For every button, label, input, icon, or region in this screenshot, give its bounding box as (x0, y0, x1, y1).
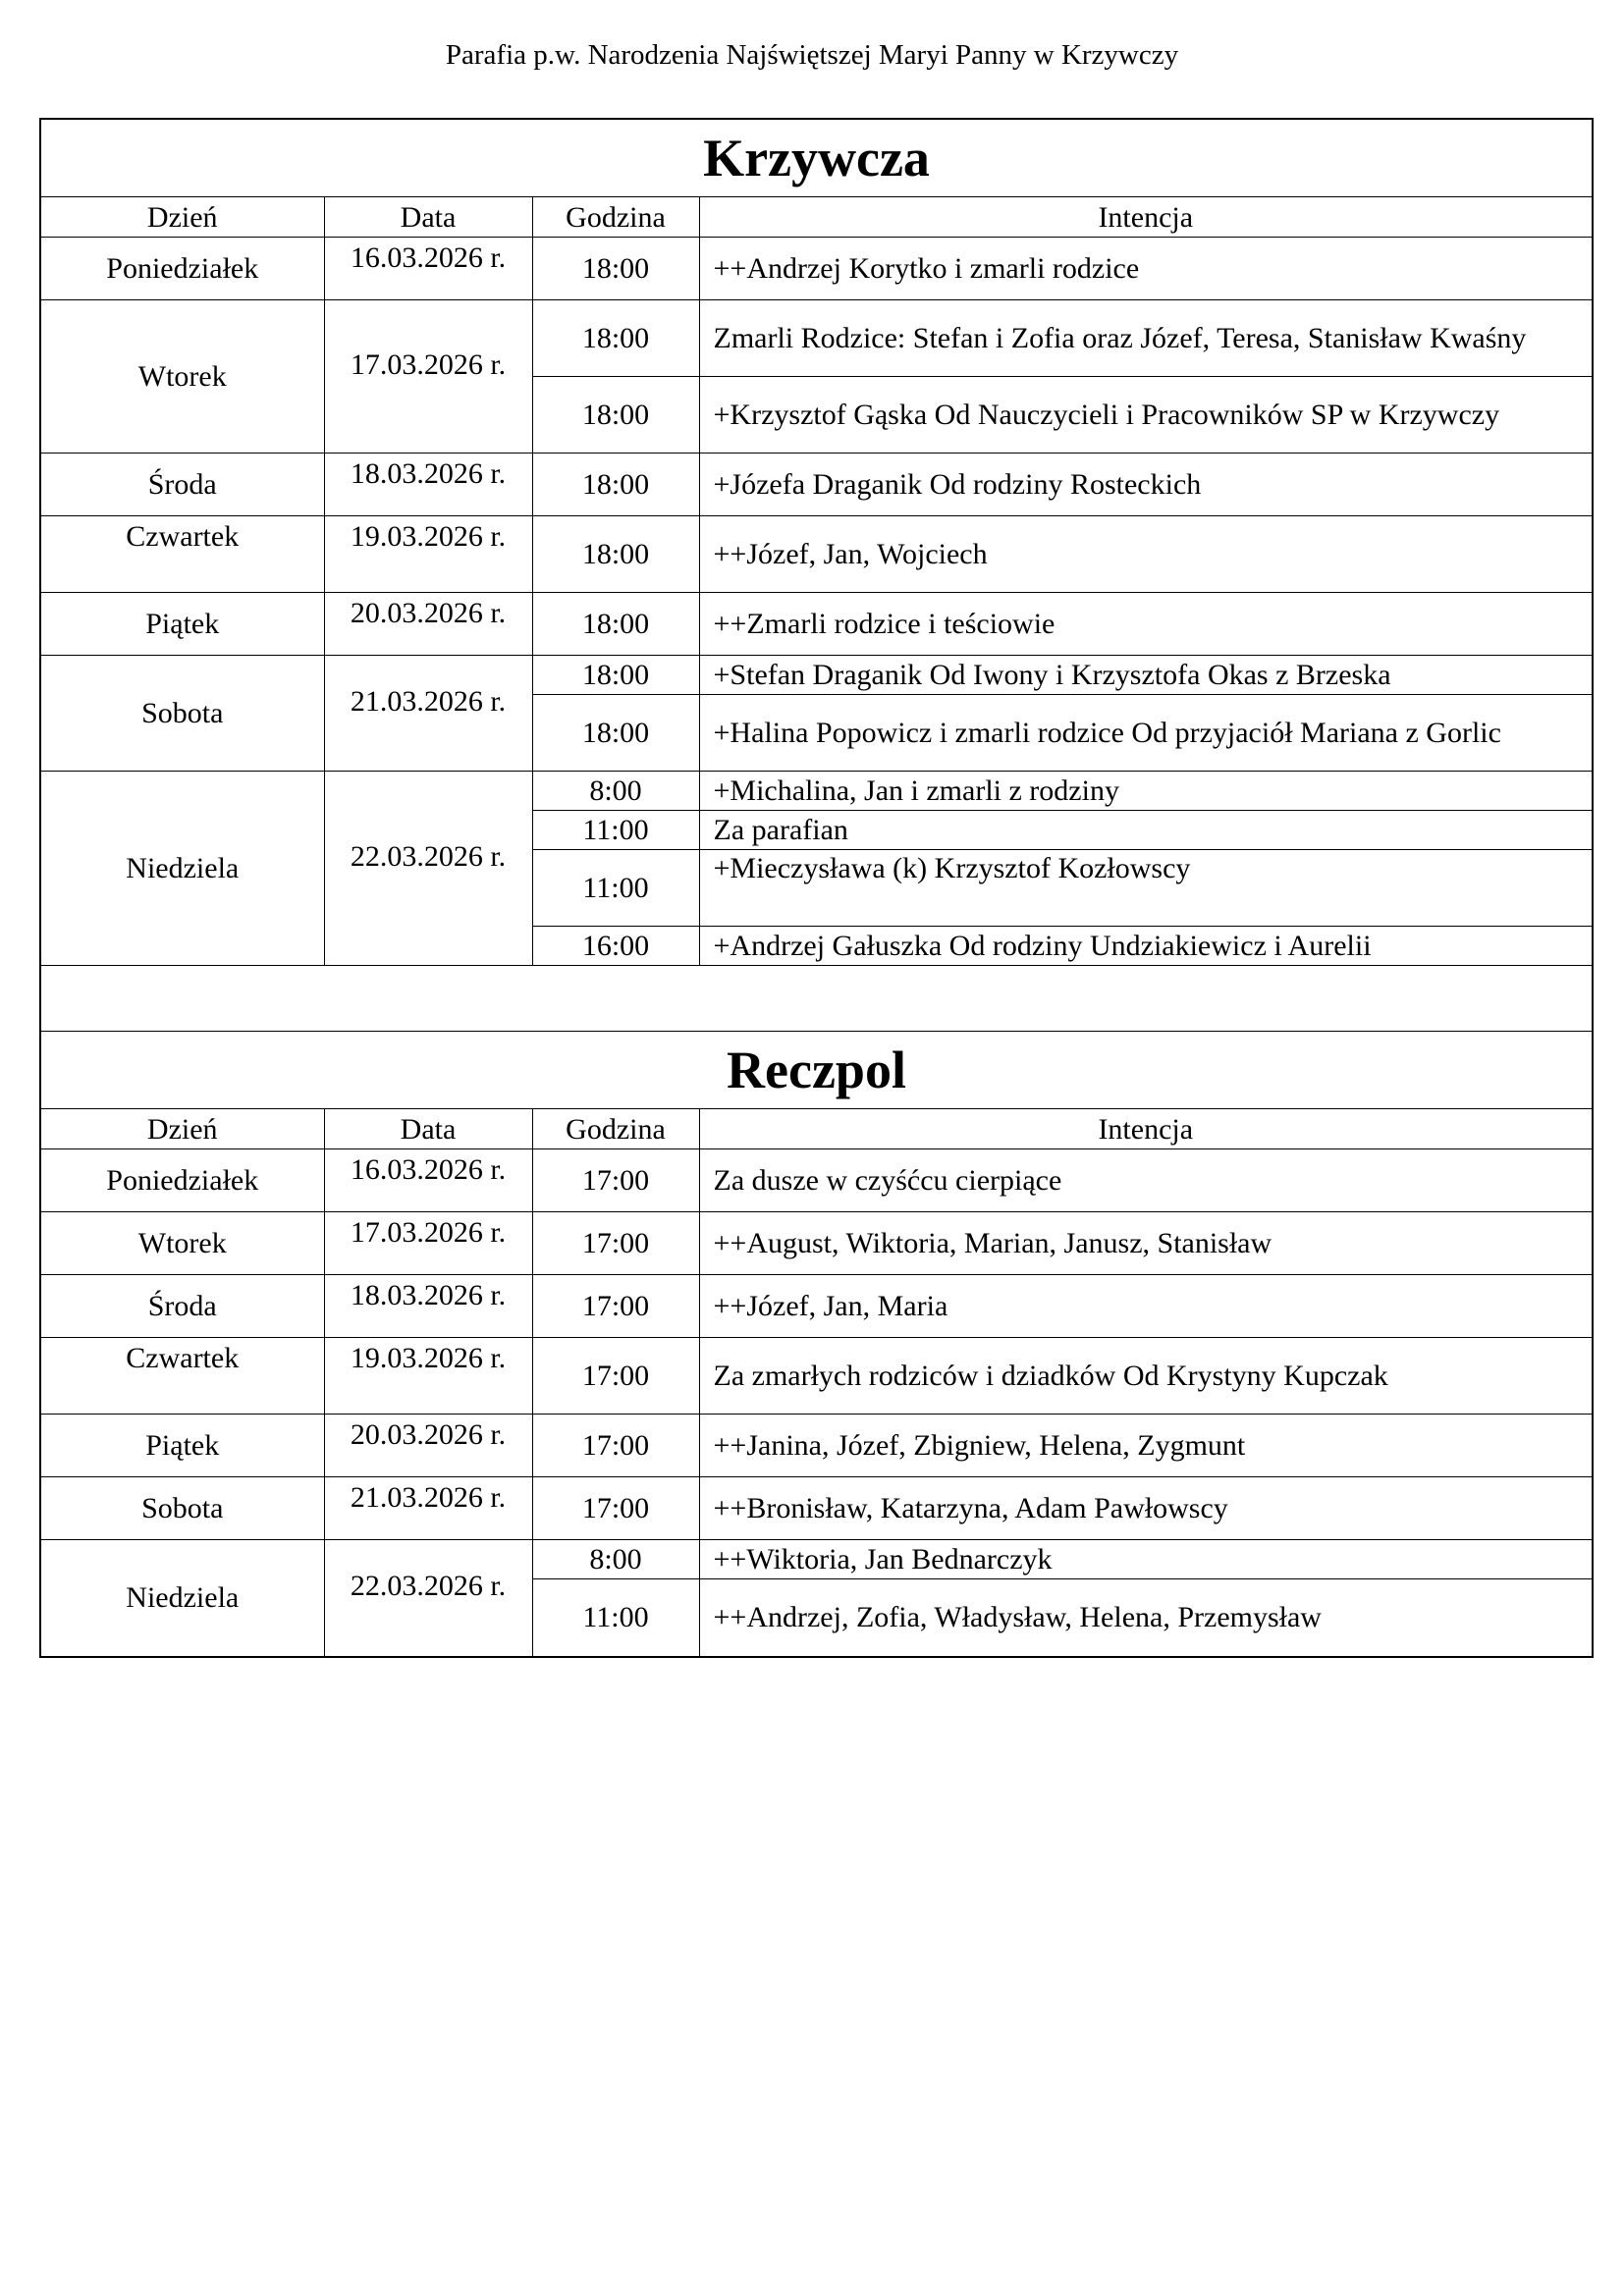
date-cell: 19.03.2026 r. (324, 1338, 532, 1415)
intention-cell: Za zmarłych rodziców i dziadków Od Krystyny Kupczak (699, 1338, 1592, 1415)
time-cell: 17:00 (532, 1338, 699, 1415)
parish-header: Parafia p.w. Narodzenia Najświętszej Maryi Panny w Krzywczy (445, 39, 1179, 71)
intention-cell: +Stefan Draganik Od Iwony i Krzysztofa Okas z Brzeska (699, 656, 1592, 695)
mass-row (41, 593, 1592, 656)
intention-cell: +Andrzej Gałuszka Od rodziny Undziakiewicz i Aurelii (699, 927, 1592, 966)
column-header: Data (324, 1109, 532, 1149)
day-cell: Wtorek (41, 1212, 324, 1275)
date-cell: 22.03.2026 r. (324, 1540, 532, 1656)
mass-row (41, 516, 1592, 593)
mass-row (41, 1212, 1592, 1275)
date-cell: 19.03.2026 r. (324, 516, 532, 593)
date-cell: 18.03.2026 r. (324, 454, 532, 516)
time-cell: 17:00 (532, 1477, 699, 1540)
section-spacer (41, 966, 1592, 1032)
day-cell: Środa (41, 1275, 324, 1338)
time-cell: 11:00 (532, 1579, 699, 1656)
intention-cell: ++Andrzej Korytko i zmarli rodzice (699, 238, 1592, 300)
intention-cell: Za dusze w czyśćcu cierpiące (699, 1149, 1592, 1212)
mass-row (41, 238, 1592, 300)
schedule-frame (39, 118, 1594, 1658)
section-title-row (41, 120, 1592, 197)
date-cell: 17.03.2026 r. (324, 1212, 532, 1275)
column-header: Data (324, 197, 532, 238)
day-cell: Piątek (41, 1415, 324, 1477)
intention-cell: Zmarli Rodzice: Stefan i Zofia oraz Józef, Teresa, Stanisław Kwaśny (699, 300, 1592, 377)
intention-cell: ++Zmarli rodzice i teściowie (699, 593, 1592, 656)
time-cell: 11:00 (532, 811, 699, 850)
column-header-row (41, 197, 1592, 238)
intention-cell: ++Józef, Jan, Maria (699, 1275, 1592, 1338)
time-cell: 18:00 (532, 454, 699, 516)
column-header: Dzień (41, 1109, 324, 1149)
spacer-cell (41, 966, 1592, 1032)
date-cell: 21.03.2026 r. (324, 656, 532, 772)
mass-row (41, 300, 1592, 377)
date-cell: 18.03.2026 r. (324, 1275, 532, 1338)
time-cell: 18:00 (532, 656, 699, 695)
mass-row (41, 1149, 1592, 1212)
section-title: Reczpol (41, 1032, 1592, 1109)
column-header: Dzień (41, 197, 324, 238)
time-cell: 18:00 (532, 516, 699, 593)
day-cell: Wtorek (41, 300, 324, 454)
mass-row (41, 1338, 1592, 1415)
intention-cell: ++Andrzej, Zofia, Władysław, Helena, Przemysław (699, 1579, 1592, 1656)
column-header-row (41, 1109, 1592, 1149)
date-cell: 16.03.2026 r. (324, 238, 532, 300)
time-cell: 8:00 (532, 772, 699, 811)
time-cell: 18:00 (532, 238, 699, 300)
day-cell: Poniedziałek (41, 238, 324, 300)
time-cell: 17:00 (532, 1275, 699, 1338)
date-cell: 22.03.2026 r. (324, 772, 532, 966)
day-cell: Piątek (41, 593, 324, 656)
column-header: Godzina (532, 1109, 699, 1149)
day-cell: Sobota (41, 1477, 324, 1540)
time-cell: 18:00 (532, 377, 699, 454)
date-cell: 20.03.2026 r. (324, 1415, 532, 1477)
schedule-table (41, 120, 1592, 1656)
time-cell: 18:00 (532, 593, 699, 656)
time-cell: 18:00 (532, 300, 699, 377)
intention-cell: ++Wiktoria, Jan Bednarczyk (699, 1540, 1592, 1579)
day-cell: Czwartek (41, 516, 324, 593)
day-cell: Czwartek (41, 1338, 324, 1415)
intention-cell: +Halina Popowicz i zmarli rodzice Od przyjaciół Mariana z Gorlic (699, 695, 1592, 772)
day-cell: Poniedziałek (41, 1149, 324, 1212)
mass-row (41, 772, 1592, 811)
mass-row (41, 1275, 1592, 1338)
intention-cell: Za parafian (699, 811, 1592, 850)
column-header: Intencja (699, 1109, 1592, 1149)
mass-row (41, 1477, 1592, 1540)
intention-cell: +Mieczysława (k) Krzysztof Kozłowscy (699, 850, 1592, 927)
time-cell: 17:00 (532, 1149, 699, 1212)
intention-cell: ++August, Wiktoria, Marian, Janusz, Stanisław (699, 1212, 1592, 1275)
mass-row (41, 1415, 1592, 1477)
time-cell: 8:00 (532, 1540, 699, 1579)
time-cell: 18:00 (532, 695, 699, 772)
day-cell: Niedziela (41, 772, 324, 966)
mass-row (41, 454, 1592, 516)
intention-cell: ++Janina, Józef, Zbigniew, Helena, Zygmunt (699, 1415, 1592, 1477)
intention-cell: +Józefa Draganik Od rodziny Rosteckich (699, 454, 1592, 516)
section-title: Krzywcza (41, 120, 1592, 197)
section-title-row (41, 1032, 1592, 1109)
date-cell: 20.03.2026 r. (324, 593, 532, 656)
day-cell: Sobota (41, 656, 324, 772)
time-cell: 11:00 (532, 850, 699, 927)
time-cell: 17:00 (532, 1212, 699, 1275)
date-cell: 16.03.2026 r. (324, 1149, 532, 1212)
column-header: Intencja (699, 197, 1592, 238)
mass-row (41, 656, 1592, 695)
time-cell: 17:00 (532, 1415, 699, 1477)
intention-cell: ++Józef, Jan, Wojciech (699, 516, 1592, 593)
time-cell: 16:00 (532, 927, 699, 966)
date-cell: 17.03.2026 r. (324, 300, 532, 454)
day-cell: Niedziela (41, 1540, 324, 1656)
day-cell: Środa (41, 454, 324, 516)
intention-cell: +Michalina, Jan i zmarli z rodziny (699, 772, 1592, 811)
intention-cell: +Krzysztof Gąska Od Nauczycieli i Pracowników SP w Krzywczy (699, 377, 1592, 454)
mass-row (41, 1540, 1592, 1579)
date-cell: 21.03.2026 r. (324, 1477, 532, 1540)
column-header: Godzina (532, 197, 699, 238)
intention-cell: ++Bronisław, Katarzyna, Adam Pawłowscy (699, 1477, 1592, 1540)
